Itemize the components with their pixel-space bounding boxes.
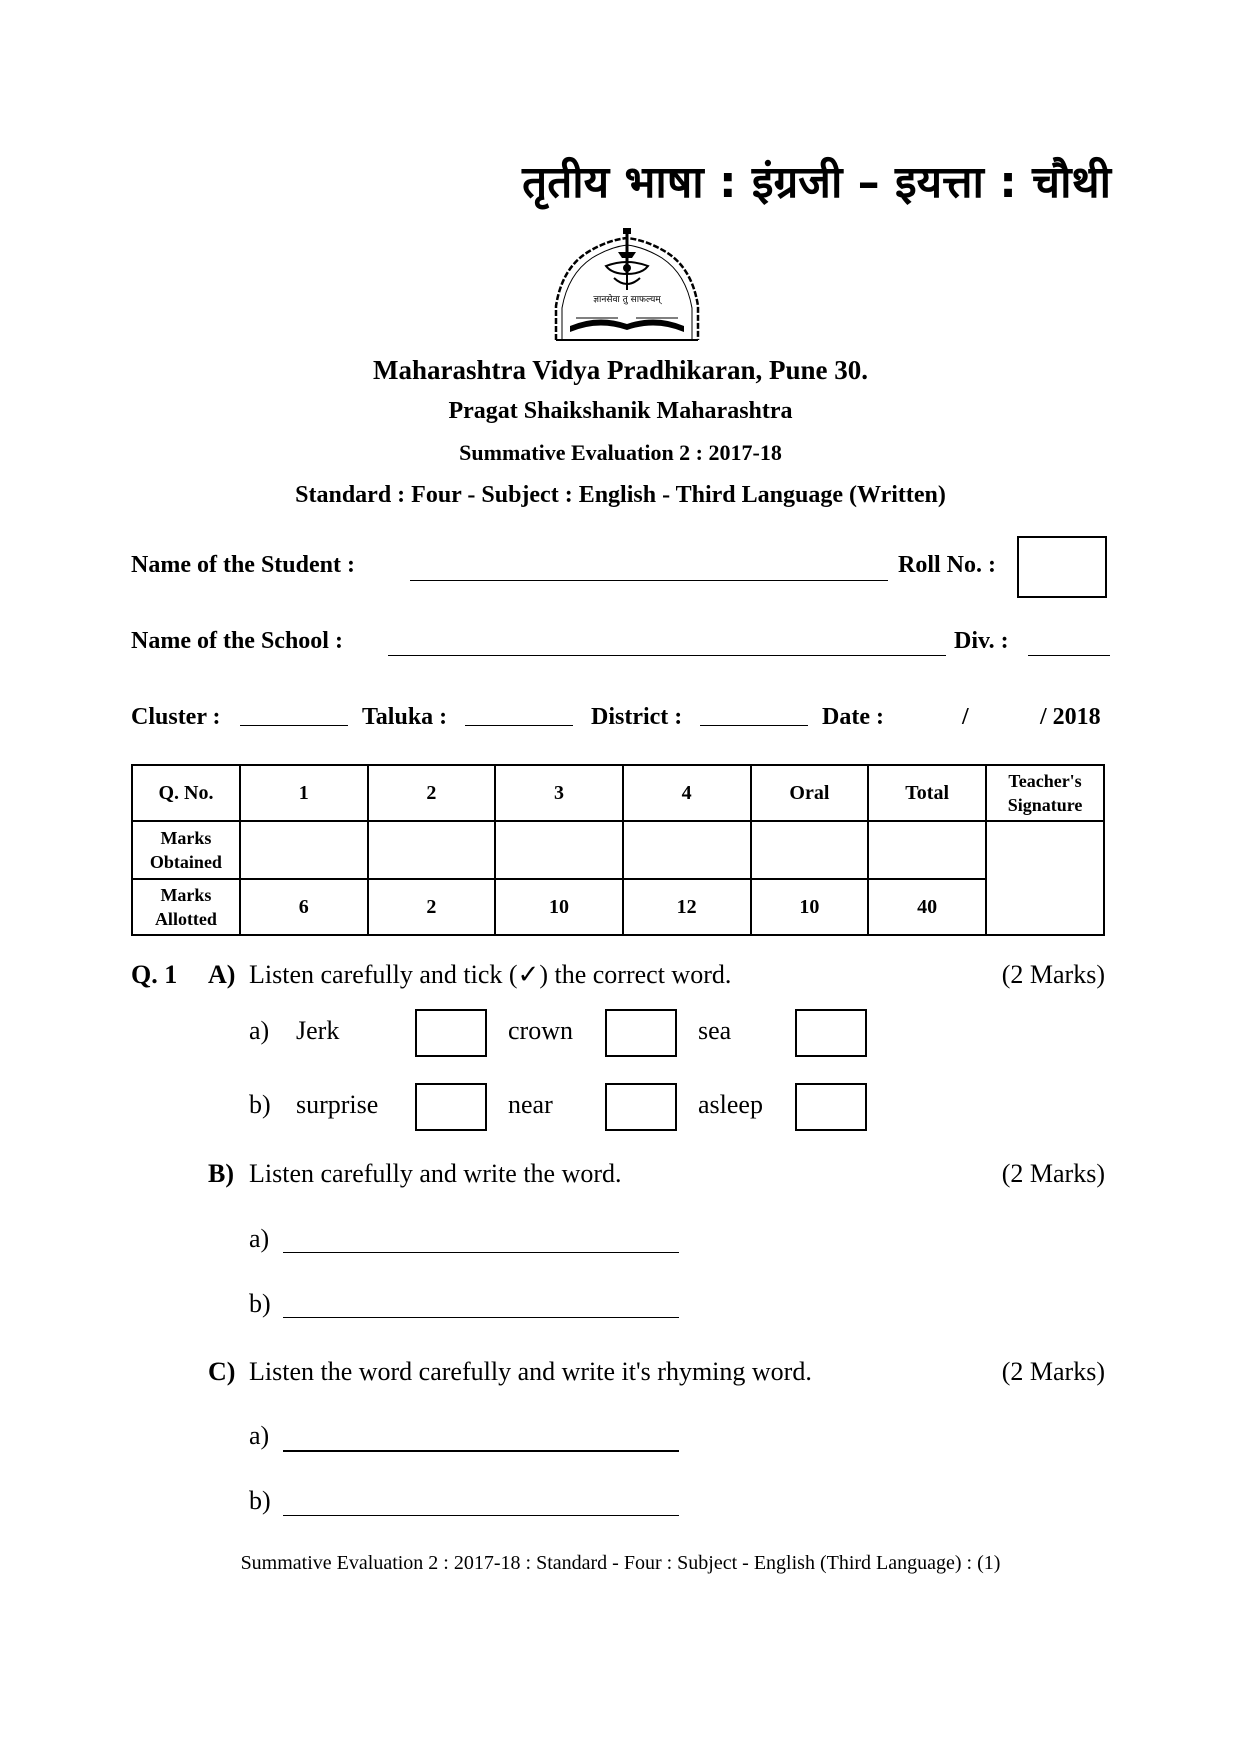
tick-box[interactable] (605, 1009, 677, 1057)
marks-allotted-row (132, 879, 1104, 935)
date-year: / 2018 (1040, 704, 1101, 730)
marks-table (131, 764, 1105, 936)
part-b-instruction: Listen carefully and write the word. (249, 1159, 622, 1188)
marks-obtained-cell[interactable] (368, 821, 496, 879)
header-cell-qno: Q. No. (132, 765, 240, 821)
part-c-label: C) (208, 1357, 236, 1386)
option-word: sea (698, 1016, 732, 1045)
standard-subject-line: Standard : Four - Subject : English - Third Language (Written) (295, 482, 946, 508)
header-cell-oral: Oral (751, 765, 869, 821)
answer-line[interactable] (283, 1252, 679, 1253)
student-name-label: Name of the Student : (131, 552, 355, 578)
answer-item-label: a) (249, 1224, 270, 1253)
part-a-label: A) (208, 960, 236, 989)
answer-item-label: a) (249, 1421, 270, 1450)
board-emblem-logo (548, 228, 706, 348)
date-separator: / (962, 704, 969, 730)
cluster-field[interactable] (240, 725, 348, 726)
page-footer: Summative Evaluation 2 : 2017-18 : Standard - Four : Subject - English (Third Language) : (1) (240, 1552, 1001, 1574)
part-b-marks: (2 Marks) (1001, 1159, 1105, 1188)
answer-line[interactable] (283, 1450, 679, 1452)
marks-allotted-cell: 40 (868, 879, 986, 935)
program-name: Pragat Shaikshanik Maharashtra (448, 398, 793, 424)
tick-box[interactable] (605, 1083, 677, 1131)
district-field[interactable] (700, 725, 808, 726)
marks-allotted-cell: 2 (368, 879, 496, 935)
tick-box[interactable] (415, 1083, 487, 1131)
option-row-label: b) (249, 1090, 271, 1119)
cluster-label: Cluster : (131, 704, 221, 730)
answer-line[interactable] (283, 1515, 679, 1516)
exam-name: Summative Evaluation 2 : 2017-18 (459, 440, 782, 465)
marks-obtained-label: Marks Obtained (132, 821, 240, 879)
date-label: Date : (822, 704, 884, 730)
marks-obtained-cell[interactable] (623, 821, 751, 879)
hindi-title: तृतीय भाषा : इंग्रजी – इयत्ता : चौथी (522, 157, 1111, 208)
part-a-instruction: Listen carefully and tick (✓) the correct word. (249, 960, 732, 989)
tick-box[interactable] (795, 1009, 867, 1057)
option-row-label: a) (249, 1016, 270, 1045)
part-a-marks: (2 Marks) (1001, 960, 1105, 989)
school-name-label: Name of the School : (131, 628, 343, 654)
answer-line[interactable] (283, 1317, 679, 1318)
header-cell-q3: 3 (495, 765, 623, 821)
taluka-field[interactable] (465, 725, 573, 726)
option-word: surprise (296, 1090, 379, 1119)
teacher-signature-cell[interactable] (986, 821, 1104, 935)
emblem-motto: ज्ञानसेवा तु साफल्यम् (593, 295, 661, 305)
header-cell-teacher-signature: Teacher's Signature (986, 765, 1104, 821)
header-cell-q4: 4 (623, 765, 751, 821)
district-label: District : (591, 704, 683, 730)
roll-number-label: Roll No. : (898, 552, 996, 578)
taluka-label: Taluka : (362, 704, 448, 730)
student-name-field[interactable] (410, 580, 888, 581)
part-c-instruction: Listen the word carefully and write it's rhyming word. (249, 1357, 812, 1386)
answer-item-label: b) (249, 1289, 271, 1318)
marks-obtained-cell[interactable] (240, 821, 368, 879)
marks-obtained-cell[interactable] (751, 821, 869, 879)
header-cell-q1: 1 (240, 765, 368, 821)
option-word: crown (508, 1016, 573, 1045)
marks-allotted-cell: 6 (240, 879, 368, 935)
marks-obtained-cell[interactable] (495, 821, 623, 879)
marks-table-header-row (132, 765, 1104, 821)
marks-obtained-cell[interactable] (868, 821, 986, 879)
marks-allotted-cell: 10 (751, 879, 869, 935)
marks-allotted-label: Marks Allotted (132, 879, 240, 935)
marks-allotted-cell: 12 (623, 879, 751, 935)
division-field[interactable] (1028, 655, 1110, 656)
part-c-marks: (2 Marks) (1001, 1357, 1105, 1386)
division-label: Div. : (954, 628, 1009, 654)
part-b-label: B) (208, 1159, 234, 1188)
organization-name: Maharashtra Vidya Pradhikaran, Pune 30. (372, 355, 869, 385)
marks-allotted-cell: 10 (495, 879, 623, 935)
answer-item-label: b) (249, 1486, 271, 1515)
roll-number-box[interactable] (1017, 536, 1107, 598)
marks-obtained-row (132, 821, 1104, 879)
option-word: asleep (698, 1090, 763, 1119)
option-word: Jerk (296, 1016, 340, 1045)
header-cell-total: Total (868, 765, 986, 821)
question-number: Q. 1 (131, 960, 178, 989)
tick-box[interactable] (795, 1083, 867, 1131)
header-cell-q2: 2 (368, 765, 496, 821)
tick-box[interactable] (415, 1009, 487, 1057)
school-name-field[interactable] (388, 655, 946, 656)
option-word: near (508, 1090, 553, 1119)
